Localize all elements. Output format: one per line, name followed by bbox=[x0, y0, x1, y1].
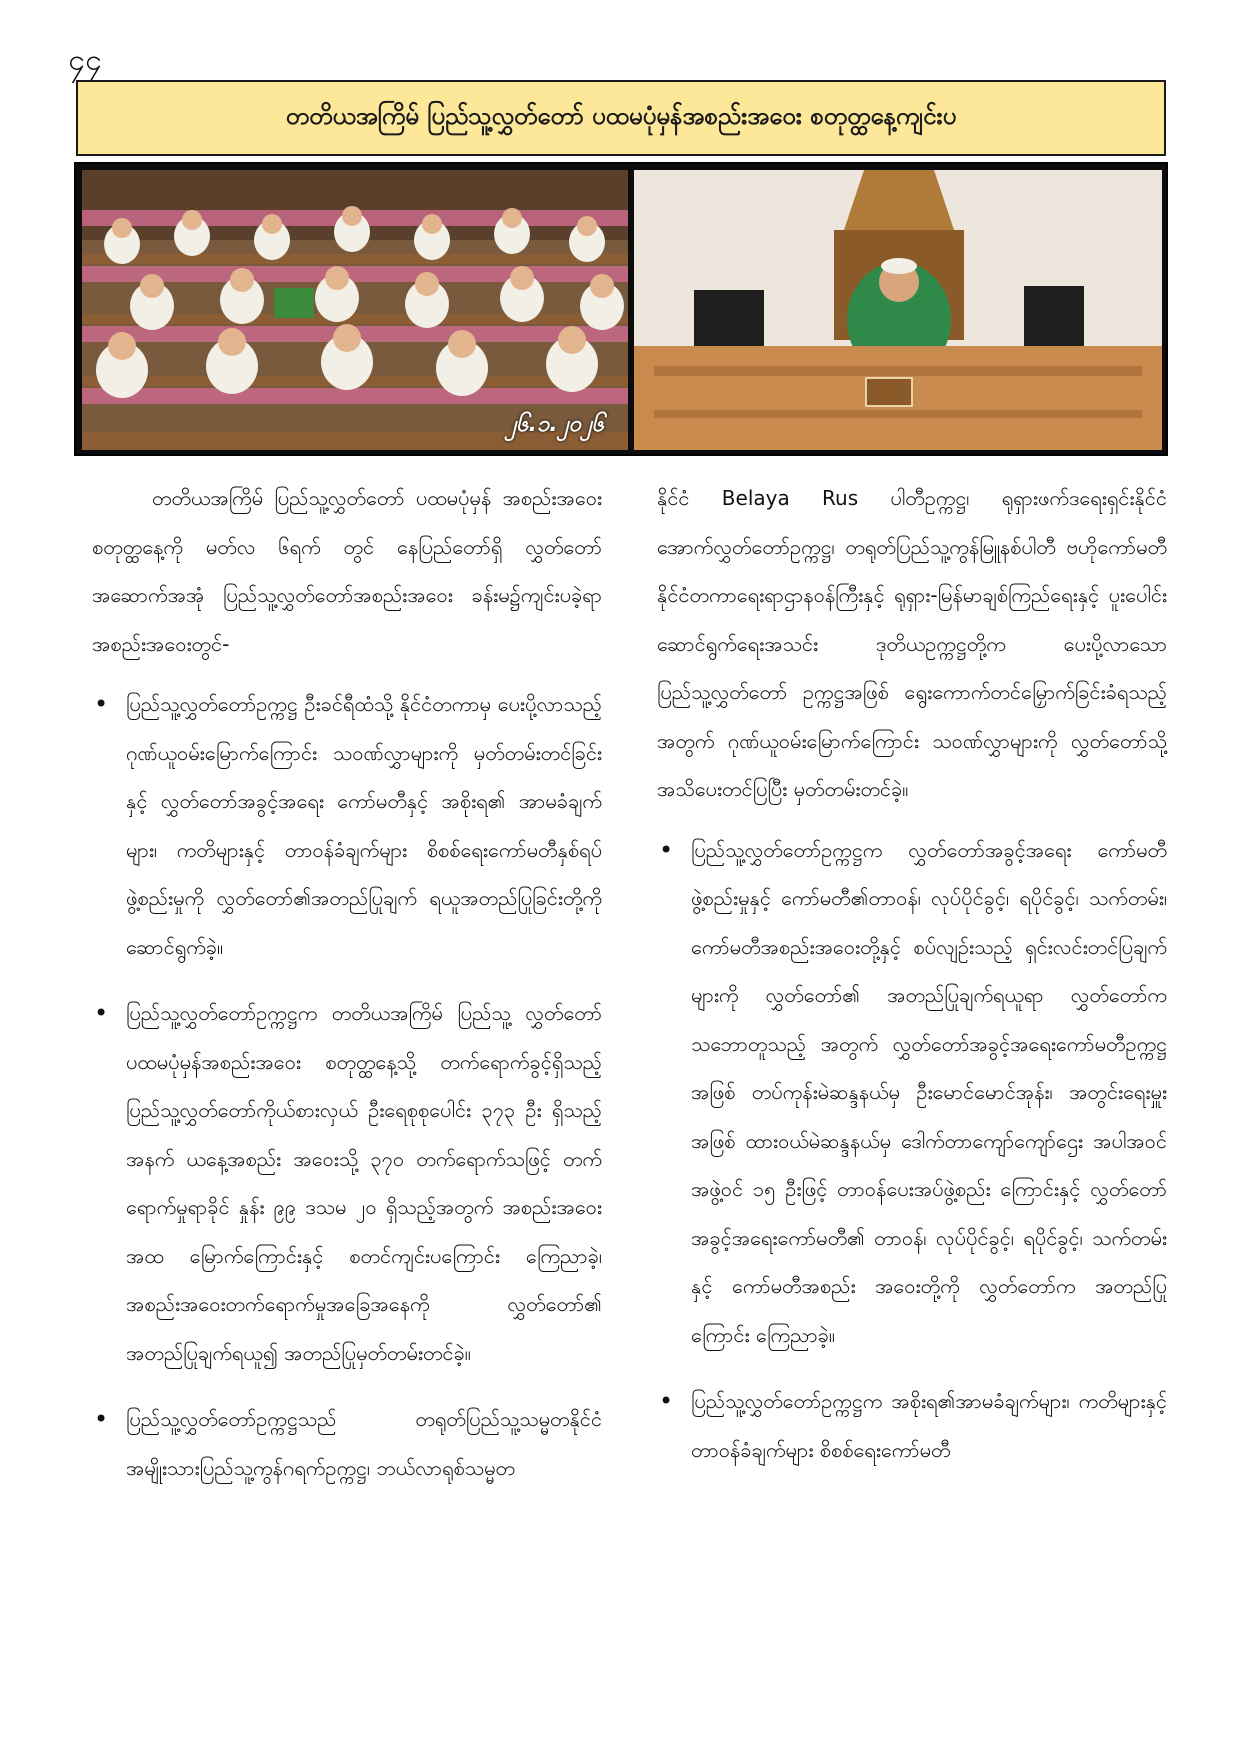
intro-paragraph: တတိယအကြိမ် ပြည်သူ့လွှတ်တော် ပထမပုံမှန် အစည်းအဝေးစတုတ္ထနေ့ကို မတ်လ ၆ရက် တွင် နေပြည်တော်ရှိ လွှတ်တော်အဆောက်အအုံ ပြည်သူ့လွှတ်တော်အစည်းအဝေး ခန်းမ၌ကျင်းပခဲ့ရာ အစည်းအဝေးတွင်- bbox=[92, 486, 602, 656]
list-item bbox=[657, 826, 1167, 1360]
bullet-icon: • bbox=[659, 1387, 674, 1415]
continuation-paragraph: နိုင်ငံ Belaya Rus ပါတီဥက္ကဋ္ဌ၊ ရုရှားဖက်ဒရေးရှင်းနိုင်ငံ အောက်လွှတ်တော်ဥက္ကဋ္ဌ၊ တရုတ်ပြည်သူ့ကွန်မြူနစ်ပါတီ ဗဟိုကော်မတီ နိုင်ငံတကာရေးရာဌာနဝန်ကြီးနှင့် ရုရှား-မြန်မာချစ်ကြည်ရေးနှင့် ပူးပေါင်းဆောင်ရွက်ရေးအသင်း ဒုတိယဥက္ကဋ္ဌတို့က ပေးပို့လာသော ပြည်သူ့လွှတ်တော် ဥက္ကဋ္ဌအဖြစ် ရွေးကောက်တင်မြှောက်ခြင်းခံရသည့် အတွက် ဂုဏ်ယူဝမ်းမြောက်ကြောင်း သဝဏ်လွှာများကို လွှတ်တော်သို့ အသိပေးတင်ပြပြီး မှတ်တမ်းတင်ခဲ့။ bbox=[657, 486, 1167, 801]
list-item-text: ပြည်သူ့လွှတ်တော်ဥက္ကဋ္ဌ ဦးခင်ရီထံသို့ နိုင်ငံတကာမှ ပေးပို့လာသည့် ဂုဏ်ယူဝမ်းမြောက်ကြောင်း သဝဏ်လွှာများကို မှတ်တမ်းတင်ခြင်းနှင့် လွှတ်တော်အခွင့်အရေး ကော်မတီနှင့် အစိုးရ၏ အာမခံချက်များ၊ ကတိများနှင့် တာဝန်ခံချက်များ စိစစ်ရေးကော်မတီနှစ်ရပ်ဖွဲ့စည်းမှုကို လွှတ်တော်၏အတည်ပြုချက် ရယူအတည်ပြုခြင်းတို့ကို ဆောင်ရွက်ခဲ့။ bbox=[126, 692, 602, 959]
page-title bbox=[76, 80, 1166, 156]
list-item-text: ပြည်သူ့လွှတ်တော်ဥက္ကဋ္ဌက လွှတ်တော်အခွင့်အရေး ကော်မတီဖွဲ့စည်းမှုနှင့် ကော်မတီ၏တာဝန်၊ လုပ်ပိုင်ခွင့်၊ ရပိုင်ခွင့်၊ သက်တမ်း၊ ကော်မတီအစည်းအဝေးတို့နှင့် စပ်လျဉ်းသည့် ရှင်းလင်းတင်ပြချက်များကို လွှတ်တော်၏ အတည်ပြုချက်ရယူရာ လွှတ်တော်က သဘောတူသည့် အတွက် လွှတ်တော်အခွင့်အရေးကော်မတီဥက္ကဋ္ဌအဖြစ် တပ်ကုန်းမဲဆန္ဒနယ်မှ ဦးမောင်မောင်အုန်း၊ အတွင်းရေးမှူး အဖြစ် ထားဝယ်မဲဆန္ဒနယ်မှ ဒေါက်တာကျော်ကျော်ဌေး အပါအဝင် အဖွဲ့ဝင် ၁၅ ဦးဖြင့် တာဝန်ပေးအပ်ဖွဲ့စည်း ကြောင်းနှင့် လွှတ်တော်အခွင့်အရေးကော်မတီ၏ တာဝန်၊ လုပ်ပိုင်ခွင့်၊ ရပိုင်ခွင့်၊ သက်တမ်းနှင့် ကော်မတီအစည်း အဝေးတို့ကို လွှတ်တော်က အတည်ပြုကြောင်း ကြေညာခဲ့။ bbox=[691, 837, 1167, 1347]
bullet-icon: • bbox=[94, 999, 109, 1027]
bullet-icon: • bbox=[94, 1405, 109, 1433]
list-item-text: ပြည်သူ့လွှတ်တော်ဥက္ကဋ္ဌသည် တရုတ်ပြည်သူ့သမ္မတနိုင်ငံ အမျိုးသားပြည်သူ့ကွန်ဂရက်ဥက္ကဋ္ဌ၊ ဘယ်လာရုစ်သမ္မတ bbox=[126, 1407, 602, 1480]
hall-members-photo bbox=[82, 170, 628, 450]
list-item bbox=[657, 1377, 1167, 1474]
speaker-photo bbox=[634, 170, 1162, 450]
list-item bbox=[92, 989, 602, 1377]
list-item bbox=[92, 680, 602, 971]
photo-banner bbox=[74, 162, 1168, 456]
list-item bbox=[92, 1395, 602, 1492]
left-column bbox=[92, 474, 602, 1510]
photo-date-stamp: ၂၆.၁.၂၀၂၆ bbox=[505, 412, 604, 437]
right-column bbox=[657, 474, 1167, 1492]
page-number: ၄၄ bbox=[68, 43, 102, 78]
bullet-icon: • bbox=[659, 835, 674, 864]
list-item-text: ပြည်သူ့လွှတ်တော်ဥက္ကဋ္ဌက တတိယအကြိမ် ပြည်သူ့ လွှတ်တော် ပထမပုံမှန်အစည်းအဝေး စတုတ္ထနေ့သို့ တက်ရောက်ခွင့်ရှိသည့် ပြည်သူ့လွှတ်တော်ကိုယ်စားလှယ် ဦးရေစုစုပေါင်း ၃၇၃ ဦး ရှိသည့်အနက် ယနေ့အစည်း အဝေးသို့ ၃၇၀ တက်ရောက်သဖြင့် တက်ရောက်မှုရာခိုင် နှုန်း ၉၉ ဒသမ ၂၀ ရှိသည့်အတွက် အစည်းအဝေးအထ မြောက်ကြောင်းနှင့် စတင်ကျင်းပကြောင်း ကြေညာခဲ့၊ အစည်းအဝေးတက်ရောက်မှုအခြေအနေကို လွှတ်တော်၏ အတည်ပြုချက်ရယူ၍ အတည်ပြုမှတ်တမ်းတင်ခဲ့။ bbox=[126, 1001, 602, 1365]
page-title-text: တတိယအကြိမ် ပြည်သူ့လွှတ်တော် ပထမပုံမှန်အစည်းအဝေး စတုတ္ထနေ့ကျင်းပ bbox=[285, 102, 957, 130]
bullet-icon: • bbox=[94, 690, 109, 718]
list-item-text: ပြည်သူ့လွှတ်တော်ဥက္ကဋ္ဌက အစိုးရ၏အာမခံချက်များ၊ ကတိများနှင့် တာဝန်ခံချက်များ စိစစ်ရေးကော်မတီ bbox=[691, 1389, 1167, 1462]
